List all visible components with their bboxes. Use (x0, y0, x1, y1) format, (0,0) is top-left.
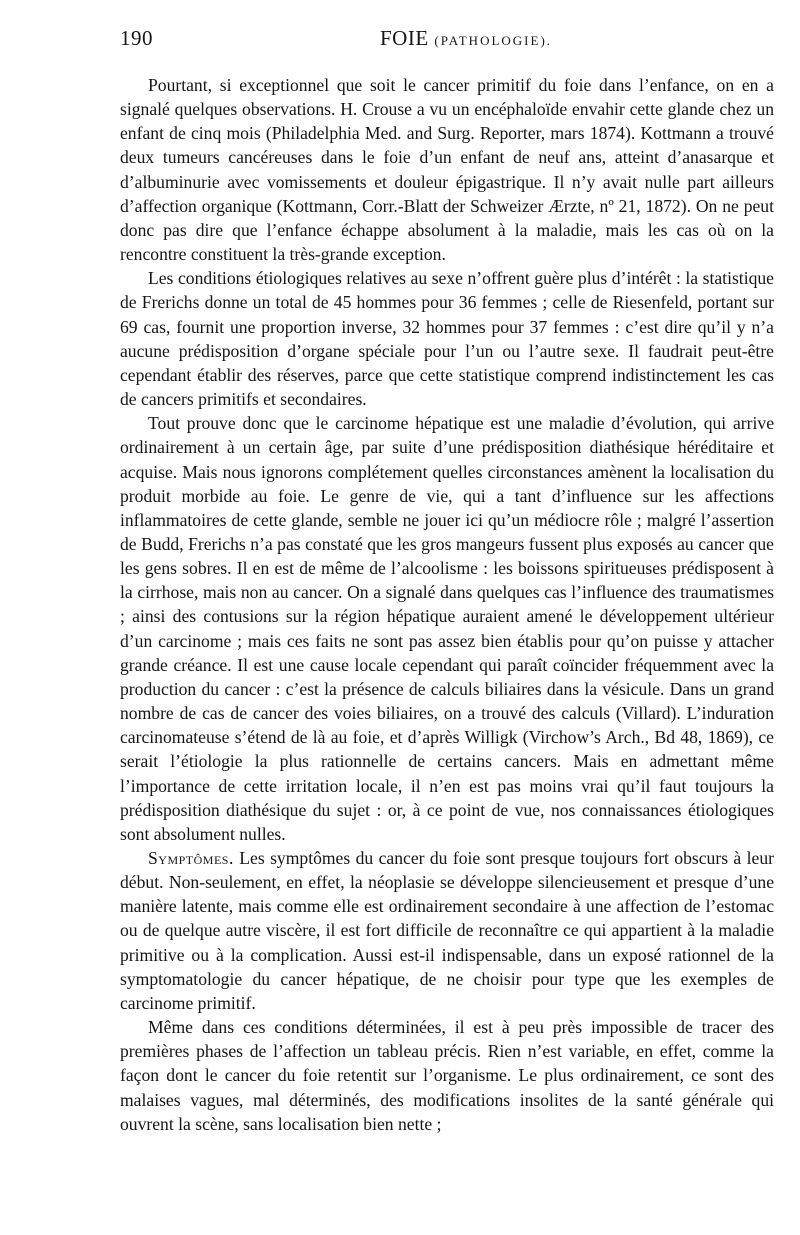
paragraph (120, 266, 774, 411)
running-title (380, 26, 552, 51)
paragraph-text: Les symptômes du cancer du foie sont presque toujours fort obscurs à leur début. Non-seulement, en effet, la néoplasie se développe silencieusement et presque d’une manière latente, mais comme elle est ordinairement secondaire à une affection de l’estomac ou de quelque autre viscère, il est fort difficile de reconnaître ce qui appartient à la maladie primitive ou à la complication. Aussi est-il indispensable, dans un exposé rationnel de la symptomatologie du cancer hépatique, de ne choisir pour type que les exemples de carcinome primitif. (120, 848, 774, 1013)
paragraph-text: Tout prouve donc que le carcinome hépatique est une maladie d’évolution, qui arrive ordinairement à un certain âge, par suite d’une prédisposition diathésique héréditaire et acquise. Mais nous ignorons complétement quelles circonstances amènent la localisation du produit morbide au foie. Le genre de vie, qui a tant d’influence sur les affections inflammatoires de cette glande, semble ne jouer ici qu’un médiocre rôle ; malgré l’assertion de Budd, Frerichs n’a pas constaté que les gros mangeurs fussent plus exposés au cancer que les gens sobres. Il en est de même de l’alcoolisme : les boissons spiritueuses prédisposent à la cirrhose, mais non au cancer. On a signalé dans quelques cas l’influence des traumatismes ; ainsi des contusions sur la région hépatique auraient amené le développement ultérieur d’un carcinome ; mais ces faits ne sont pas assez bien établis pour qu’on puisse y attacher grande créance. Il est une cause locale cependant qui paraît coïncider fréquemment avec la production du cancer : c’est la présence de calculs biliaires dans la vésicule. Dans un grand nombre de cas de cancer des voies biliaires, on a trouvé des calculs (Villard). L’induration carcinomateuse s’étend de là au foie, et d’après Willigk (Virchow’s Arch., Bd 48, 1869), ce serait l’étiologie la plus rationnelle de certains cancers. Mais en admettant même l’importance de cette irritation locale, il n’en est pas moins vrai qu’il faut toujours la prédisposition diathésique du sujet : or, à ce point de vue, nos connaissances étiologiques sont absolument nulles. (120, 413, 774, 844)
running-title-subtitle: (PATHOLOGIE). (434, 33, 553, 48)
paragraph (120, 1015, 774, 1136)
section-run-in-heading: Symptômes. (148, 848, 234, 868)
paragraph (120, 73, 774, 266)
paragraph-symptomes (120, 846, 774, 1015)
page-number: 190 (120, 26, 153, 50)
paragraph (120, 411, 774, 846)
running-header (120, 16, 774, 52)
body-text (120, 73, 774, 1136)
paragraph-text: Même dans ces conditions déterminées, il est à peu près impossible de tracer des premières phases de l’affection un tableau précis. Rien n’est variable, en effet, comme la façon dont le cancer du foie retentit sur l’organisme. Le plus ordinairement, ce sont des malaises vagues, mal déterminés, des modifications insolites de la santé générale qui ouvrent la scène, sans localisation bien nette ; (120, 1017, 774, 1134)
paragraph-text: Les conditions étiologiques relatives au sexe n’offrent guère plus d’intérêt : la statistique de Frerichs donne un total de 45 hommes pour 36 femmes ; celle de Riesenfeld, portant sur 69 cas, fournit une proportion inverse, 32 hommes pour 37 femmes : c’est dire qu’il y n’a aucune prédisposition d’organe spéciale pour l’un ou l’autre sexe. Il faudrait peut-être cependant établir des réserves, parce que cette statistique comprend indistinctement les cas de cancers primitifs et secondaires. (120, 268, 774, 410)
paragraph-text: Pourtant, si exceptionnel que soit le cancer primitif du foie dans l’enfance, on en a signalé quelques observations. H. Crouse a vu un encéphaloïde envahir cette glande chez un enfant de cinq mois (Philadelphia Med. and Surg. Reporter, mars 1874). Kottmann a trouvé deux tumeurs cancéreuses dans le foie d’un enfant de neuf ans, atteint d’anasarque et d’albuminurie avec vomissements et douleur épigastrique. Il n’y avait nulle part ailleurs d’affection organique (Kottmann, Corr.-Blatt der Schweizer Ærzte, nº 21, 1872). On ne peut donc pas dire que l’enfance échappe absolument à la maladie, mais les cas où on la rencontre constituent la très-grande exception. (120, 75, 774, 265)
running-title-main: FOIE (380, 26, 429, 50)
